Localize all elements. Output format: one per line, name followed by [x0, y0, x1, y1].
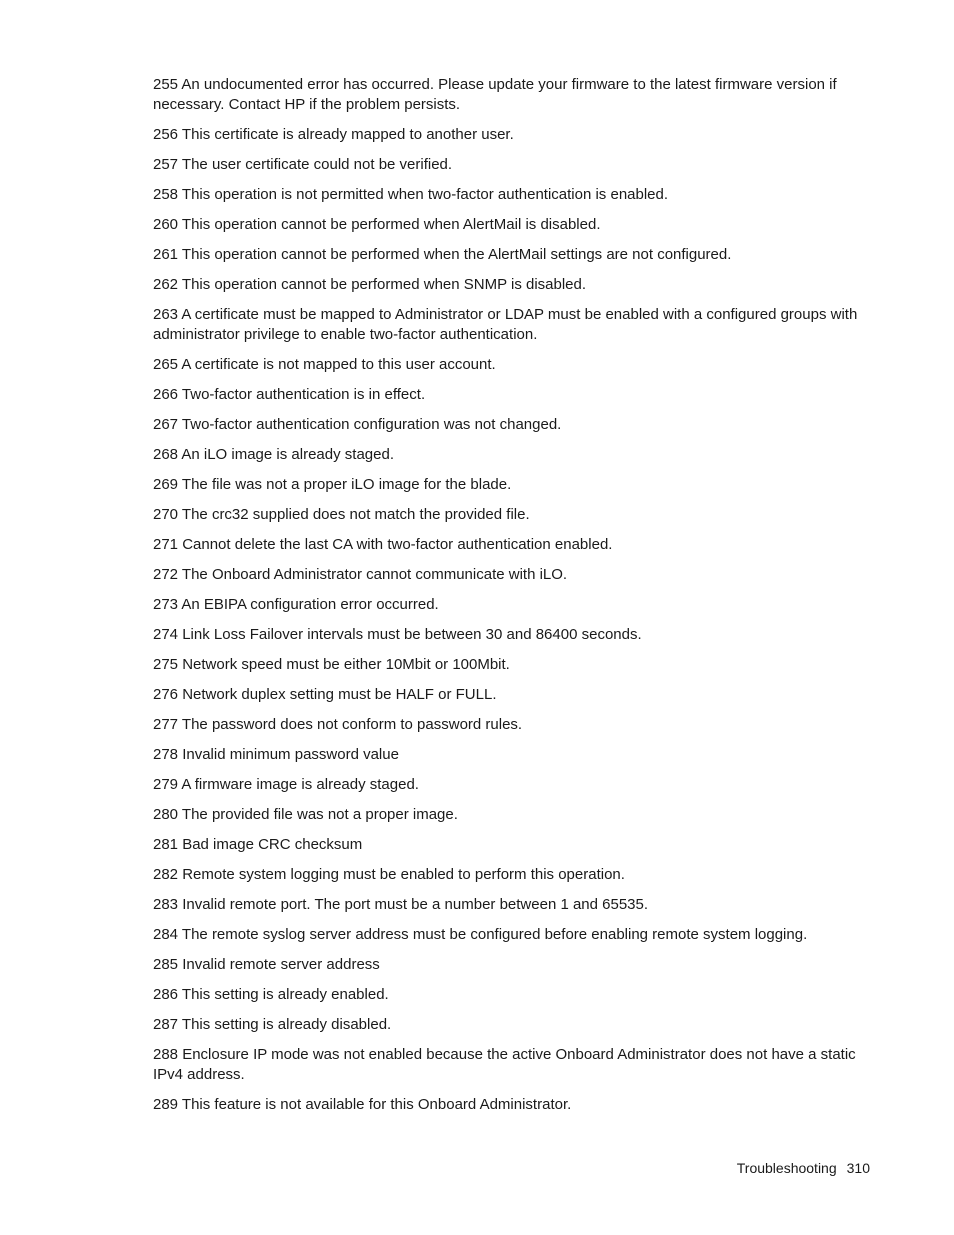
error-entry-281: 281 Bad image CRC checksum: [153, 836, 363, 853]
error-entry-255: 255 An undocumented error has occurred. Please update your firmware to the latest firmware version if necessary. Contact HP if the problem persists.: [153, 76, 837, 113]
error-entry-256: 256 This certificate is already mapped to another user.: [153, 126, 514, 143]
error-entry-277: 277 The password does not conform to password rules.: [153, 716, 523, 733]
error-entry-275: 275 Network speed must be either 10Mbit or 100Mbit.: [153, 656, 510, 673]
error-entry-263: 263 A certificate must be mapped to Administrator or LDAP must be enabled with a configured groups with administrator privilege to enable two-factor authentication.: [153, 306, 858, 343]
error-code-list: [153, 75, 873, 1125]
error-entry-285: 285 Invalid remote server address: [153, 956, 380, 973]
error-entry-280: 280 The provided file was not a proper image.: [153, 806, 458, 823]
footer-section-title: Troubleshooting: [736, 1160, 837, 1176]
error-entry-289: 289 This feature is not available for this Onboard Administrator.: [153, 1096, 572, 1113]
error-entry-282: 282 Remote system logging must be enabled to perform this operation.: [153, 866, 625, 883]
error-entry-287: 287 This setting is already disabled.: [153, 1016, 392, 1033]
error-entry-257: 257 The user certificate could not be verified.: [153, 156, 453, 173]
error-entry-269: 269 The file was not a proper iLO image for the blade.: [153, 476, 512, 493]
error-entry-267: 267 Two-factor authentication configuration was not changed.: [153, 416, 562, 433]
error-entry-266: 266 Two-factor authentication is in effect.: [153, 386, 426, 403]
error-entry-284: 284 The remote syslog server address must be configured before enabling remote system logging.: [153, 926, 808, 943]
error-entry-274: 274 Link Loss Failover intervals must be between 30 and 86400 seconds.: [153, 626, 642, 643]
error-entry-261: 261 This operation cannot be performed when the AlertMail settings are not configured.: [153, 246, 732, 263]
error-entry-286: 286 This setting is already enabled.: [153, 986, 389, 1003]
error-entry-288: 288 Enclosure IP mode was not enabled because the active Onboard Administrator does not have a static IPv4 address.: [153, 1046, 856, 1083]
error-entry-271: 271 Cannot delete the last CA with two-factor authentication enabled.: [153, 536, 613, 553]
error-entry-260: 260 This operation cannot be performed when AlertMail is disabled.: [153, 216, 601, 233]
error-entry-265: 265 A certificate is not mapped to this user account.: [153, 356, 496, 373]
error-entry-279: 279 A firmware image is already staged.: [153, 776, 419, 793]
page-number: 310: [846, 1160, 870, 1176]
error-entry-283: 283 Invalid remote port. The port must be a number between 1 and 65535.: [153, 896, 649, 913]
error-entry-273: 273 An EBIPA configuration error occurred.: [153, 596, 439, 613]
error-entry-270: 270 The crc32 supplied does not match the provided file.: [153, 506, 530, 523]
error-entry-268: 268 An iLO image is already staged.: [153, 446, 394, 463]
error-entry-278: 278 Invalid minimum password value: [153, 746, 399, 763]
error-entry-272: 272 The Onboard Administrator cannot communicate with iLO.: [153, 566, 568, 583]
error-entry-258: 258 This operation is not permitted when two-factor authentication is enabled.: [153, 186, 669, 203]
error-entry-262: 262 This operation cannot be performed when SNMP is disabled.: [153, 276, 587, 293]
page-footer: [737, 1158, 870, 1178]
error-entry-276: 276 Network duplex setting must be HALF or FULL.: [153, 686, 497, 703]
